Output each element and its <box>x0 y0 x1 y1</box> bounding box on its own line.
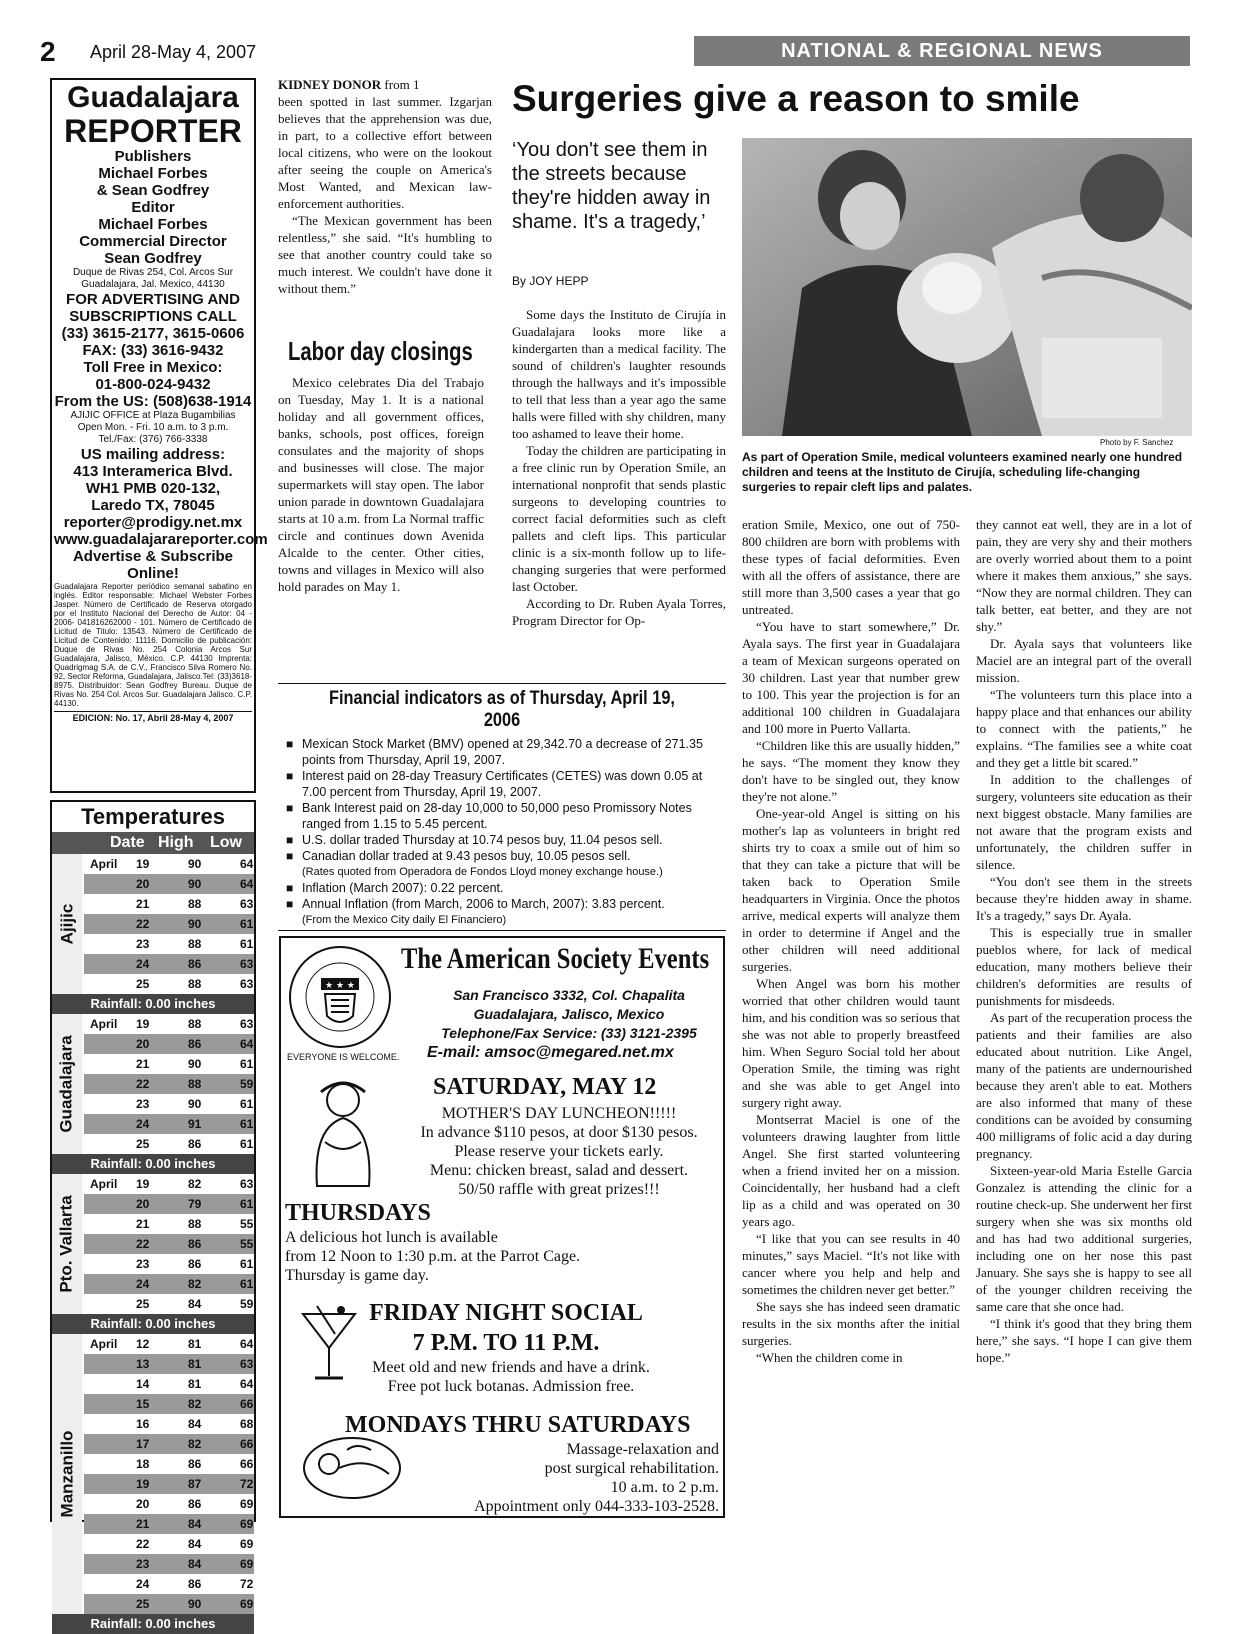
rainfall-bar: Rainfall: 0.00 inches <box>52 1614 254 1634</box>
low-cell: 69 <box>240 1497 254 1511</box>
monday-heading: MONDAYS THRU SATURDAYS <box>345 1412 691 1438</box>
saturday-line: 50/50 raffle with great prizes!!! <box>458 1181 660 1198</box>
high-cell: 82 <box>188 1397 202 1411</box>
low-cell: 61 <box>240 1097 254 1111</box>
financial-item: ■ Annual Inflation (from March, 2006 to March, 2007): 3.83 percent. <box>286 896 726 912</box>
high-cell: 79 <box>188 1197 202 1211</box>
masthead-line: 413 Interamerica Blvd. <box>73 463 233 480</box>
day-cell: 24 <box>136 1277 150 1291</box>
low-cell: 59 <box>240 1297 254 1311</box>
masthead-line: Michael Forbes <box>98 216 208 233</box>
financial-list <box>278 736 726 928</box>
high-cell: 90 <box>188 917 202 931</box>
labor-headline: Labor day closings <box>288 336 473 366</box>
story-paragraph: “The volunteers turn this place into a happy place and that enhances our ability to connect with the patients,” he explains. “The families see a white coat and they get a little bit scared.” <box>976 687 1192 770</box>
low-cell: 61 <box>240 937 254 951</box>
day-cell: 24 <box>136 1117 150 1131</box>
byline: By JOY HEPP <box>512 274 589 288</box>
day-cell: 22 <box>136 1237 150 1251</box>
financial-title: Financial indicators as of Thursday, April 19, 2006 <box>329 688 675 731</box>
day-cell: 25 <box>136 1597 150 1611</box>
day-cell: 24 <box>136 1577 150 1591</box>
high-cell: 90 <box>188 1097 202 1111</box>
day-cell: 18 <box>136 1457 150 1471</box>
temperature-row <box>84 1134 254 1154</box>
temperatures-header <box>52 832 254 854</box>
masthead-line: WH1 PMB 020-132, <box>85 480 221 497</box>
masthead-line: Open Mon. - Fri. 10 a.m. to 3 p.m. <box>77 422 229 433</box>
rainfall-bar: Rainfall: 0.00 inches <box>52 1154 254 1174</box>
temperature-row <box>84 1494 254 1514</box>
high-cell: 86 <box>188 1037 202 1051</box>
financial-note: (From the Mexico City daily El Financiero) <box>302 914 507 926</box>
kidney-donor-article <box>278 76 492 297</box>
financial-item: ■ U.S. dollar traded Thursday at 10.74 pesos buy, 11.04 pesos sell. <box>286 832 726 848</box>
thursday-line: A delicious hot lunch is available <box>285 1229 498 1246</box>
low-cell: 61 <box>240 917 254 931</box>
story-photo <box>742 138 1192 436</box>
low-cell: 72 <box>240 1577 254 1591</box>
story-paragraph: In addition to the challenges of surgery, volunteers site education as their next biggest obstacle. Many families are not aware that the program exists and unfortunately, the children suffer in silence. <box>976 772 1192 872</box>
city-block <box>52 854 254 1014</box>
low-cell: 63 <box>240 897 254 911</box>
header-high: High <box>158 834 194 851</box>
month-cell: April <box>90 1177 118 1191</box>
high-cell: 88 <box>188 937 202 951</box>
day-cell: 23 <box>136 937 150 951</box>
low-cell: 69 <box>240 1597 254 1611</box>
temperature-row <box>84 1014 254 1034</box>
kidney-jump: from 1 <box>381 77 420 92</box>
monday-line: Massage-relaxation and <box>566 1441 719 1458</box>
temperatures-body <box>52 854 254 1634</box>
day-cell: 23 <box>136 1557 150 1571</box>
story-column-2 <box>742 516 960 1366</box>
low-cell: 61 <box>240 1057 254 1071</box>
temperature-row <box>84 1574 254 1594</box>
story-paragraph: “I like that you can see results in 40 minutes,” says Maciel. “It's not like with cancer where you help and help and sometimes the children never get better.” <box>742 1231 960 1297</box>
mother-illustration-icon <box>303 1078 383 1188</box>
high-cell: 84 <box>188 1417 202 1431</box>
masthead-line: Editor <box>131 199 175 216</box>
temperature-row <box>84 1514 254 1534</box>
story-paragraph: Today the children are participating in a free clinic run by Operation Smile, an international nonprofit that sends plastic surgeons to developing countries to correct facial deformities such as cleft pallets and cleft lips. This particular clinic is a six-month follow up to life-changing surgeries that were performed last October. <box>512 443 726 594</box>
masthead-title: Guadalajara <box>67 81 239 114</box>
ad-address-line: San Francisco 3332, Col. Chapalita <box>453 987 685 1003</box>
story-paragraph: “Children like this are usually hidden,” he says. “The moment they know they don't have to be singled out, they know they're not alone.” <box>742 738 960 804</box>
financial-item: ■ Mexican Stock Market (BMV) opened at 29,342.70 a decrease of 271.35 points from Thursday, April 19, 2007. <box>286 736 726 768</box>
story-paragraph: Dr. Ayala says that volunteers like Maciel are an integral part of the overall mission. <box>976 636 1192 685</box>
low-cell: 68 <box>240 1417 254 1431</box>
ad-title: The American Society Events <box>401 942 710 975</box>
temperature-row <box>84 854 254 874</box>
saturday-details <box>389 1104 729 1199</box>
high-cell: 88 <box>188 1217 202 1231</box>
temperature-row <box>84 1034 254 1054</box>
temperature-row <box>84 1054 254 1074</box>
day-cell: 15 <box>136 1397 150 1411</box>
high-cell: 82 <box>188 1177 202 1191</box>
day-cell: 19 <box>136 1177 150 1191</box>
low-cell: 55 <box>240 1217 254 1231</box>
high-cell: 88 <box>188 1017 202 1031</box>
city-name: Manzanillo <box>57 1430 76 1518</box>
temperatures-box <box>50 800 256 1631</box>
day-cell: 23 <box>136 1097 150 1111</box>
day-cell: 14 <box>136 1377 150 1391</box>
masthead-line: FOR ADVERTISING AND <box>66 291 240 308</box>
temperature-row <box>84 1094 254 1114</box>
story-paragraph: “You have to start somewhere,” Dr. Ayala says. The first year in Guadalajara a team of Mexican surgeons operated on 30 children. Last year that number grew to 100. This year the projection is for an additional 100 children in Guadalajara and 100 more in Puerto Vallarta. <box>742 619 960 736</box>
day-cell: 19 <box>136 1477 150 1491</box>
masthead-line: Publishers <box>114 148 192 165</box>
temperature-row <box>84 974 254 994</box>
day-cell: 19 <box>136 1017 150 1031</box>
saturday-line: Menu: chicken breast, salad and dessert. <box>429 1162 689 1179</box>
day-cell: 20 <box>136 1197 150 1211</box>
masthead-line: FAX: (33) 3616-9432 <box>82 342 224 359</box>
low-cell: 66 <box>240 1457 254 1471</box>
city-block <box>52 1334 254 1634</box>
high-cell: 81 <box>188 1337 202 1351</box>
low-cell: 69 <box>240 1557 254 1571</box>
city-block <box>52 1014 254 1174</box>
temperature-row <box>84 1374 254 1394</box>
temperature-row <box>84 1394 254 1414</box>
low-cell: 61 <box>240 1137 254 1151</box>
masthead-line: Commercial Director <box>79 233 227 250</box>
month-cell: April <box>90 1017 118 1031</box>
page-number: 2 <box>40 36 56 67</box>
story-column-3 <box>976 516 1192 1366</box>
high-cell: 84 <box>188 1297 202 1311</box>
month-cell: April <box>90 1337 118 1351</box>
temperature-row <box>84 934 254 954</box>
city-name: Guadalajara <box>57 1035 77 1133</box>
story-paragraph: “I think it's good that they bring them here,” she says. “I hope I can give them hope.” <box>976 1316 1192 1365</box>
masthead-line: SUBSCRIPTIONS CALL <box>69 308 237 325</box>
thursday-line: Thursday is game day. <box>285 1267 429 1284</box>
temperature-row <box>84 1534 254 1554</box>
masthead-box <box>50 78 268 793</box>
low-cell: 64 <box>240 857 254 871</box>
kidney-paragraph: been spotted in last summer. Izgarjan believes that the apprehension was due, in part, to a collective effort between local citizens, who were on the lookout after seeing the couple on America's Most Wanted, and Mexican law-enforcement authorities. <box>278 94 492 211</box>
financial-indicators-box <box>278 683 726 931</box>
low-cell: 59 <box>240 1077 254 1091</box>
high-cell: 86 <box>188 1457 202 1471</box>
temperature-row <box>84 1214 254 1234</box>
day-cell: 25 <box>136 1137 150 1151</box>
svg-text:★ ★ ★: ★ ★ ★ <box>325 981 355 991</box>
story-paragraph: Sixteen-year-old Maria Estelle Garcia Gonzalez is attending the clinic for a routine check-up. She underwent her first surgery when she was six months old and has had two additional surgeries, including one on her nose this past January. She says she is happy to see all of the younger children receiving the same care that she once had. <box>976 1163 1192 1314</box>
high-cell: 81 <box>188 1377 202 1391</box>
low-cell: 63 <box>240 1017 254 1031</box>
temperature-row <box>84 1294 254 1314</box>
masthead-line: Advertise & Subscribe Online! <box>72 548 234 582</box>
financial-note: (Rates quoted from Operadora de Fondos Lloyd money exchange house.) <box>302 866 663 878</box>
temperature-row <box>84 1354 254 1374</box>
story-paragraph: Some days the Instituto de Cirujía in Guadalajara looks more like a kindergarten than a medical facility. The sound of children's laughter resounds through the hallways and it's impossible to tell that less than a year ago the same halls were filled with shy children, many too ashamed to leave their home. <box>512 307 726 441</box>
day-cell: 24 <box>136 957 150 971</box>
temperature-row <box>84 1334 254 1354</box>
low-cell: 69 <box>240 1537 254 1551</box>
low-cell: 61 <box>240 1117 254 1131</box>
ad-address-line: Guadalajara, Jalisco, Mexico <box>473 1006 665 1022</box>
high-cell: 90 <box>188 877 202 891</box>
city-name-tab <box>52 854 82 994</box>
low-cell: 64 <box>240 1377 254 1391</box>
rainfall-bar: Rainfall: 0.00 inches <box>52 994 254 1014</box>
saturday-line: MOTHER'S DAY LUNCHEON!!!!! <box>441 1105 677 1122</box>
american-society-ad <box>279 936 725 1518</box>
story-paragraph: According to Dr. Ruben Ayala Torres, Program Director for Op- <box>512 596 726 628</box>
kidney-head: KIDNEY DONOR <box>278 77 382 92</box>
masthead-lines <box>54 148 268 582</box>
financial-item: ■ Canadian dollar traded at 9.43 pesos buy, 10.05 pesos sell. <box>286 848 726 864</box>
temperature-row <box>84 1194 254 1214</box>
masthead-line: (33) 3615-2177, 3615-0606 <box>61 325 245 342</box>
high-cell: 81 <box>188 1357 202 1371</box>
low-cell: 61 <box>240 1277 254 1291</box>
saturday-heading: SATURDAY, MAY 12 <box>433 1074 657 1100</box>
temperature-row <box>84 874 254 894</box>
saturday-line: Please reserve your tickets early. <box>454 1143 664 1160</box>
masthead-legal: Guadalajara Reporter periódico semanal sabatino en inglés. Editor responsable: Michael Webster Forbes Jasper. Número de Certificado de Reserva otorgado por el Instituto Nacional del Derecho de Autor: 04 - 2006- 041816262000 - 101. Número de Certificado de Licitud de Titulo: 13543. Número de Certificado de Licitud de Contenido: 11116. Domicilio de publicación: Duque de Rivas No. 254 Colonia Arcos Sur Guadalajara, Jalisco, México. C.P. 44130 Imprenta: Quadrigmag S.A. de C.V., Francisco Silva Romero No. 92, Sector Reforma, Guadalajara, Jalisco.Tel: (33)3618-8975. Distribuidor: Sean Godfrey Bureau. Duque de Rivas No. 254 Col. Arcos Sur. Guadalajara Jalisco. C.P. 44130. <box>54 582 252 708</box>
friday-heading-line: FRIDAY NIGHT SOCIAL <box>369 1300 643 1326</box>
day-cell: 19 <box>136 857 150 871</box>
thursday-line: from 12 Noon to 1:30 p.m. at the Parrot Cage. <box>285 1248 581 1265</box>
temperatures-title: Temperatures <box>81 804 225 829</box>
low-cell: 72 <box>240 1477 254 1491</box>
high-cell: 91 <box>188 1117 202 1131</box>
low-cell: 64 <box>240 1337 254 1351</box>
labor-text: Mexico celebrates Dia del Trabajo on Tuesday, May 1. It is a national holiday and all government offices, banks, schools, post offices, foreign consulates and the majority of shops and businesses will close. The major supermarkets will stay open. The labor union parade in downtown Guadalajara starts at 10 a.m. from La Normal traffic circle and continues down Avenida Alcalde to the center. Other cities, towns and villages in Mexico will also hold parades on May 1. <box>278 375 484 594</box>
low-cell: 63 <box>240 1357 254 1371</box>
masthead-line: Laredo TX, 78045 <box>91 497 215 514</box>
day-cell: 17 <box>136 1437 150 1451</box>
story-paragraph: One-year-old Angel is sitting on his mother's lap as volunteers in bright red shirts try to coax a smile out of him so that they can take a picture that will be taken back to Operation Smile headquarters in Virginia. Once the photos arrive, medical experts will analyze them in order to determine if Angel and the other children will need additional surgeries. <box>742 806 960 974</box>
low-cell: 69 <box>240 1517 254 1531</box>
temperature-row <box>84 1554 254 1574</box>
masthead-line: Tel./Fax: (376) 766-3338 <box>98 434 208 445</box>
low-cell: 66 <box>240 1397 254 1411</box>
friday-line: Meet old and new friends and have a drink. <box>372 1359 650 1376</box>
day-cell: 23 <box>136 1257 150 1271</box>
high-cell: 86 <box>188 1577 202 1591</box>
day-cell: 16 <box>136 1417 150 1431</box>
header-low: Low <box>210 834 242 851</box>
low-cell: 64 <box>240 1037 254 1051</box>
photo-caption: As part of Operation Smile, medical volunteers examined nearly one hundred children and teens at the Instituto de Cirujía, scheduling life-changing surgeries to repair cleft lips and palates. <box>742 450 1183 494</box>
story-paragraph: She says she has indeed seen dramatic results in the six months after the initial surgeries. <box>742 1299 960 1348</box>
masthead-line: US mailing address: <box>80 446 226 463</box>
masthead-subtitle: REPORTER <box>64 113 242 149</box>
saturday-line: In advance $110 pesos, at door $130 pesos. <box>420 1124 698 1141</box>
high-cell: 86 <box>188 1257 202 1271</box>
high-cell: 86 <box>188 1137 202 1151</box>
monday-details <box>431 1440 719 1516</box>
masthead-line: Guadalajara, Jal. Mexico, 44130 <box>81 279 225 290</box>
city-block <box>52 1174 254 1334</box>
masthead-line: AJIJIC OFFICE at Plaza Bugambilias <box>70 410 236 421</box>
thursday-details <box>285 1228 685 1285</box>
pull-quote: ‘You don't see them in the streets because they're hidden away in shame. It's a tragedy,’ <box>512 139 711 233</box>
story-paragraph: “You don't see them in the streets because they're hidden away in shame. It's a tragedy,” says Dr. Ayala. <box>976 874 1192 923</box>
high-cell: 90 <box>188 1057 202 1071</box>
story-headline: Surgeries give a reason to smile <box>512 78 1080 119</box>
low-cell: 61 <box>240 1257 254 1271</box>
story-paragraph: When Angel was born his mother worried that other children would taunt him, and his condition was so serious that she was not able to properly breastfeed him. When Seguro Social told her about Operation Smile, the timing was right and she was able to get Angel into surgery right away. <box>742 976 960 1110</box>
monday-line: Appointment only 044-333-103-2528. <box>474 1498 719 1515</box>
day-cell: 20 <box>136 1037 150 1051</box>
day-cell: 25 <box>136 1297 150 1311</box>
temperature-row <box>84 1234 254 1254</box>
story-paragraph: eration Smile, Mexico, one out of 750-800 children are born with problems with these types of facial deformities. Even with all the offers of assistance, there are still more than 3,500 cases a year that go untreated. <box>742 517 960 617</box>
temperature-row <box>84 1114 254 1134</box>
labor-article <box>278 374 484 595</box>
high-cell: 86 <box>188 1497 202 1511</box>
high-cell: 86 <box>188 957 202 971</box>
day-cell: 22 <box>136 1537 150 1551</box>
story-paragraph: This is especially true in smaller pueblos where, for lack of medical education, many mothers believe their children's deformities are results of punishments for misdeeds. <box>976 925 1192 1008</box>
city-name-tab <box>52 1174 82 1314</box>
ad-welcome: EVERYONE IS WELCOME. <box>287 1052 400 1062</box>
friday-heading-line: 7 P.M. TO 11 P.M. <box>412 1330 600 1356</box>
society-seal-icon <box>285 944 395 1050</box>
low-cell: 63 <box>240 977 254 991</box>
low-cell: 63 <box>240 1177 254 1191</box>
high-cell: 87 <box>188 1477 202 1491</box>
city-name-tab <box>52 1014 82 1154</box>
friday-heading <box>351 1298 661 1358</box>
temperature-row <box>84 1414 254 1434</box>
photo-credit: Photo by F. Sanchez <box>1100 438 1174 447</box>
massage-illustration-icon <box>297 1428 407 1508</box>
monday-line: post surgical rehabilitation. <box>544 1460 719 1477</box>
high-cell: 90 <box>188 857 202 871</box>
city-name: Ajijic <box>57 903 76 945</box>
day-cell: 22 <box>136 1077 150 1091</box>
thursday-heading: THURSDAYS <box>285 1200 431 1226</box>
day-cell: 21 <box>136 897 150 911</box>
masthead-line: www.guadalajarareporter.com <box>54 531 268 548</box>
ad-email: E-mail: amsoc@megared.net.mx <box>427 1044 674 1061</box>
low-cell: 63 <box>240 957 254 971</box>
financial-item: ■ Bank Interest paid on 28-day 10,000 to 50,000 peso Promissory Notes ranged from 1.15 to 5.45 percent. <box>286 800 726 832</box>
story-column-1 <box>512 306 726 629</box>
masthead-line: Michael Forbes <box>98 165 208 182</box>
day-cell: 21 <box>136 1057 150 1071</box>
section-banner: NATIONAL & REGIONAL NEWS <box>694 36 1190 66</box>
high-cell: 86 <box>188 1237 202 1251</box>
high-cell: 84 <box>188 1517 202 1531</box>
high-cell: 88 <box>188 897 202 911</box>
month-cell: April <box>90 857 118 871</box>
header-date: Date <box>110 834 145 851</box>
masthead-line: Toll Free in Mexico: <box>83 359 223 376</box>
ad-address <box>429 986 709 1043</box>
day-cell: 12 <box>136 1337 150 1351</box>
temperature-row <box>84 894 254 914</box>
day-cell: 13 <box>136 1357 150 1371</box>
friday-line: Free pot luck botanas. Admission free. <box>387 1378 635 1395</box>
masthead-line: reporter@prodigy.net.mx <box>63 514 243 531</box>
day-cell: 20 <box>136 877 150 891</box>
story-paragraph: As part of the recuperation process the patients and their families are also educated about nutrition. Like Angel, many of the patients are undernourished because they aren't able to eat. Mothers are also informed that many of these conditions can be avoided by consuming 400 milligrams of folic acid a day during pregnancy. <box>976 1010 1192 1161</box>
low-cell: 61 <box>240 1197 254 1211</box>
low-cell: 64 <box>240 877 254 891</box>
masthead-line: Sean Godfrey <box>104 250 202 267</box>
temperature-row <box>84 1074 254 1094</box>
monday-line: 10 a.m. to 2 p.m. <box>610 1479 719 1496</box>
low-cell: 66 <box>240 1437 254 1451</box>
high-cell: 90 <box>188 1597 202 1611</box>
high-cell: 88 <box>188 1077 202 1091</box>
high-cell: 84 <box>188 1557 202 1571</box>
temperature-row <box>84 1434 254 1454</box>
temperature-row <box>84 914 254 934</box>
day-cell: 22 <box>136 917 150 931</box>
photo-image <box>742 138 1192 436</box>
rainfall-bar: Rainfall: 0.00 inches <box>52 1314 254 1334</box>
issue-date: April 28-May 4, 2007 <box>90 42 257 62</box>
kidney-paragraph: “The Mexican government has been relentless,” she said. “It's humbling to see that another country could take so much interest. We couldn't have done it without them.” <box>278 213 492 296</box>
temperature-row <box>84 954 254 974</box>
high-cell: 82 <box>188 1437 202 1451</box>
temperature-row <box>84 1594 254 1614</box>
friday-details <box>341 1358 681 1396</box>
story-paragraph: they cannot eat well, they are in a lot of pain, they are very shy and their mothers are overly worried about them to a point where it makes them anxious,” she says. “Now they are normal children. They can talk better, eat better, and they are not shy.” <box>976 517 1192 634</box>
financial-item: ■ Interest paid on 28-day Treasury Certificates (CETES) was down 0.05 at 7.00 percent from Thursday, April 19, 2007. <box>286 768 726 800</box>
high-cell: 88 <box>188 977 202 991</box>
low-cell: 55 <box>240 1237 254 1251</box>
high-cell: 84 <box>188 1537 202 1551</box>
temperature-row <box>84 1454 254 1474</box>
temperature-row <box>84 1254 254 1274</box>
city-name: Pto. Vallarta <box>57 1195 77 1293</box>
ad-address-line: Telephone/Fax Service: (33) 3121-2395 <box>441 1025 697 1041</box>
day-cell: 21 <box>136 1217 150 1231</box>
high-cell: 82 <box>188 1277 202 1291</box>
city-name-tab <box>52 1334 82 1614</box>
masthead-line: From the US: (508)638-1914 <box>54 393 252 410</box>
day-cell: 25 <box>136 977 150 991</box>
financial-item: ■ Inflation (March 2007): 0.22 percent. <box>286 880 726 896</box>
masthead-line: 01-800-024-9432 <box>95 376 211 393</box>
day-cell: 20 <box>136 1497 150 1511</box>
temperature-row <box>84 1174 254 1194</box>
masthead-line: & Sean Godfrey <box>96 182 210 199</box>
story-paragraph: Montserrat Maciel is one of the volunteers drawing laughter from little Angel. She first started volunteering when a friend invited her on a mission. Coincidentally, her husband had a cleft lip as a child and was operated on 30 years ago. <box>742 1112 960 1229</box>
story-paragraph: “When the children come in <box>756 1350 903 1365</box>
temperature-row <box>84 1274 254 1294</box>
masthead-edition: EDICION: No. 17, Abril 28-May 4, 2007 <box>54 711 252 723</box>
temperature-row <box>84 1474 254 1494</box>
day-cell: 21 <box>136 1517 150 1531</box>
masthead-line: Duque de Rivas 254, Col. Arcos Sur <box>72 267 234 278</box>
